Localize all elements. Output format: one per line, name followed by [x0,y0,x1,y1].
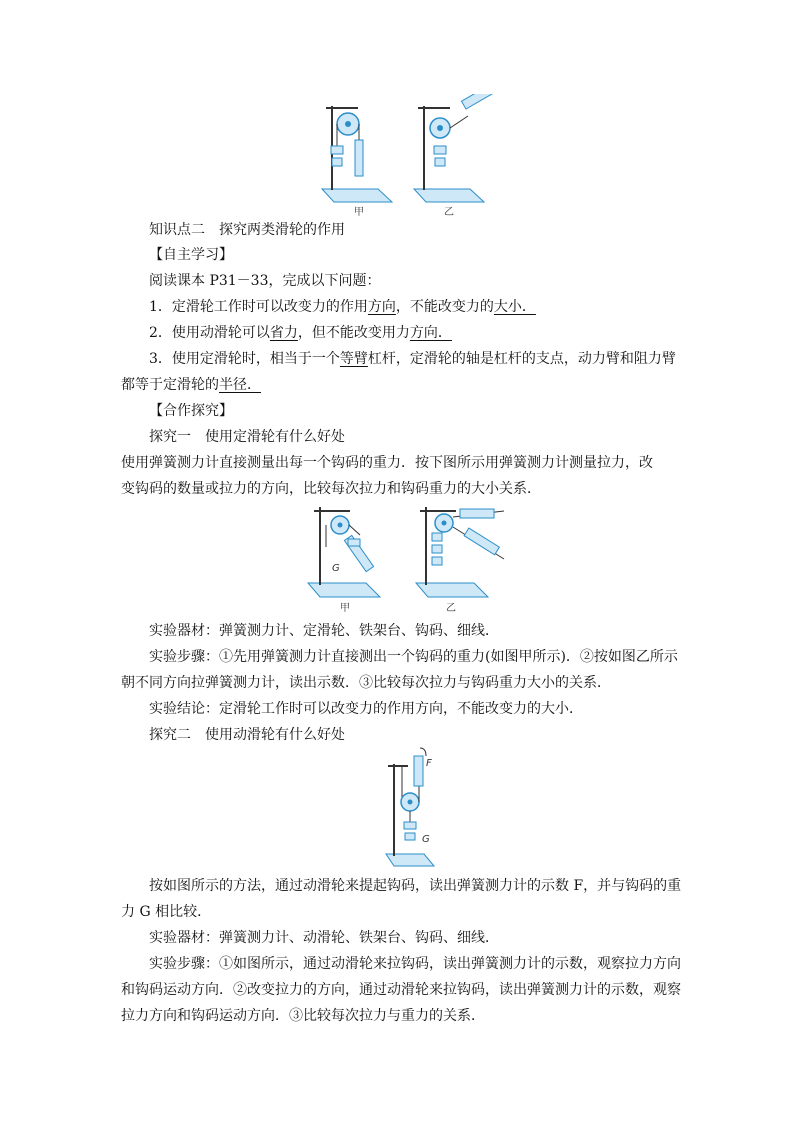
question-1: 1．定滑轮工作时可以改变力的作用方向，不能改变力的大小． [149,299,536,315]
answer-blank: 方向 [367,299,396,315]
explore-1-steps-cont: 朝不同方向拉弹簧测力计，读出示数．③比较每次拉力与钩码重力大小的关系． [121,675,611,691]
figure-fixed-pulley-experiment [304,503,534,615]
svg-text:乙: 乙 [446,603,456,614]
figure-pulley-setups-top [318,94,506,218]
answer-blank: 等臂 [339,351,368,367]
svg-text:乙: 乙 [444,207,454,218]
svg-text:G: G [422,834,430,845]
section-title: 知识点二 探究两类滑轮的作用 [149,222,345,238]
question-3-continued: 都等于定滑轮的半径． [121,377,261,393]
explore-1-paragraph-cont: 变钩码的数量或拉力的方向，比较每次拉力和钩码重力的大小关系． [121,481,541,497]
svg-text:甲: 甲 [340,603,350,614]
question-3: 3．使用定滑轮时，相当于一个等臂杠杆，定滑轮的轴是杠杆的支点，动力臂和阻力臂 [149,351,676,367]
svg-text:甲: 甲 [354,207,364,218]
explore-1-steps: 实验步骤：①先用弹簧测力计直接测出一个钩码的重力(如图甲所示)．②按如图乙所示 [149,649,678,665]
answer-blank: 大小． [493,299,536,315]
question-2: 2．使用动滑轮可以省力，但不能改变用力方向． [149,325,452,341]
svg-text:G: G [332,563,340,574]
explore-2-paragraph-cont: 力 G 相比较． [121,904,212,920]
explore-2-steps-cont-2: 拉力方向和钩码运动方向．③比较每次拉力与重力的关系． [121,1008,485,1024]
answer-blank: 半径． [219,377,261,393]
explore-2-materials: 实验器材：弹簧测力计、动滑轮、铁架台、钩码、细线． [149,930,499,946]
reading-instruction: 阅读课本 P31－33，完成以下问题： [149,273,381,289]
answer-blank: 方向． [409,325,452,341]
cooperative-heading: 【合作探究】 [149,403,233,419]
explore-2-paragraph: 按如图所示的方法，通过动滑轮来提起钩码，读出弹簧测力计的示数 F，并与钩码的重 [149,878,682,894]
explore-2-steps: 实验步骤：①如图所示，通过动滑轮来拉钩码，读出弹簧测力计的示数，观察拉力方向 [149,956,681,972]
explore-2-steps-cont: 和钩码运动方向．②改变拉力的方向，通过动滑轮来拉钩码，读出弹簧测力计的示数，观察 [121,982,681,998]
explore-1-title: 探究一 使用定滑轮有什么好处 [149,429,345,445]
explore-1-paragraph: 使用弹簧测力计直接测量出每一个钩码的重力．按下图所示用弹簧测力计测量拉力，改 [121,455,653,471]
svg-text:F: F [426,758,432,769]
self-study-heading: 【自主学习】 [149,247,233,263]
explore-2-title: 探究二 使用动滑轮有什么好处 [149,727,345,743]
explore-1-conclusion: 实验结论：定滑轮工作时可以改变力的作用方向，不能改变力的大小． [149,701,583,717]
answer-blank: 省力 [269,325,298,341]
explore-1-materials: 实验器材：弹簧测力计、定滑轮、铁架台、钩码、细线． [149,623,499,639]
figure-movable-pulley-experiment [380,744,452,868]
